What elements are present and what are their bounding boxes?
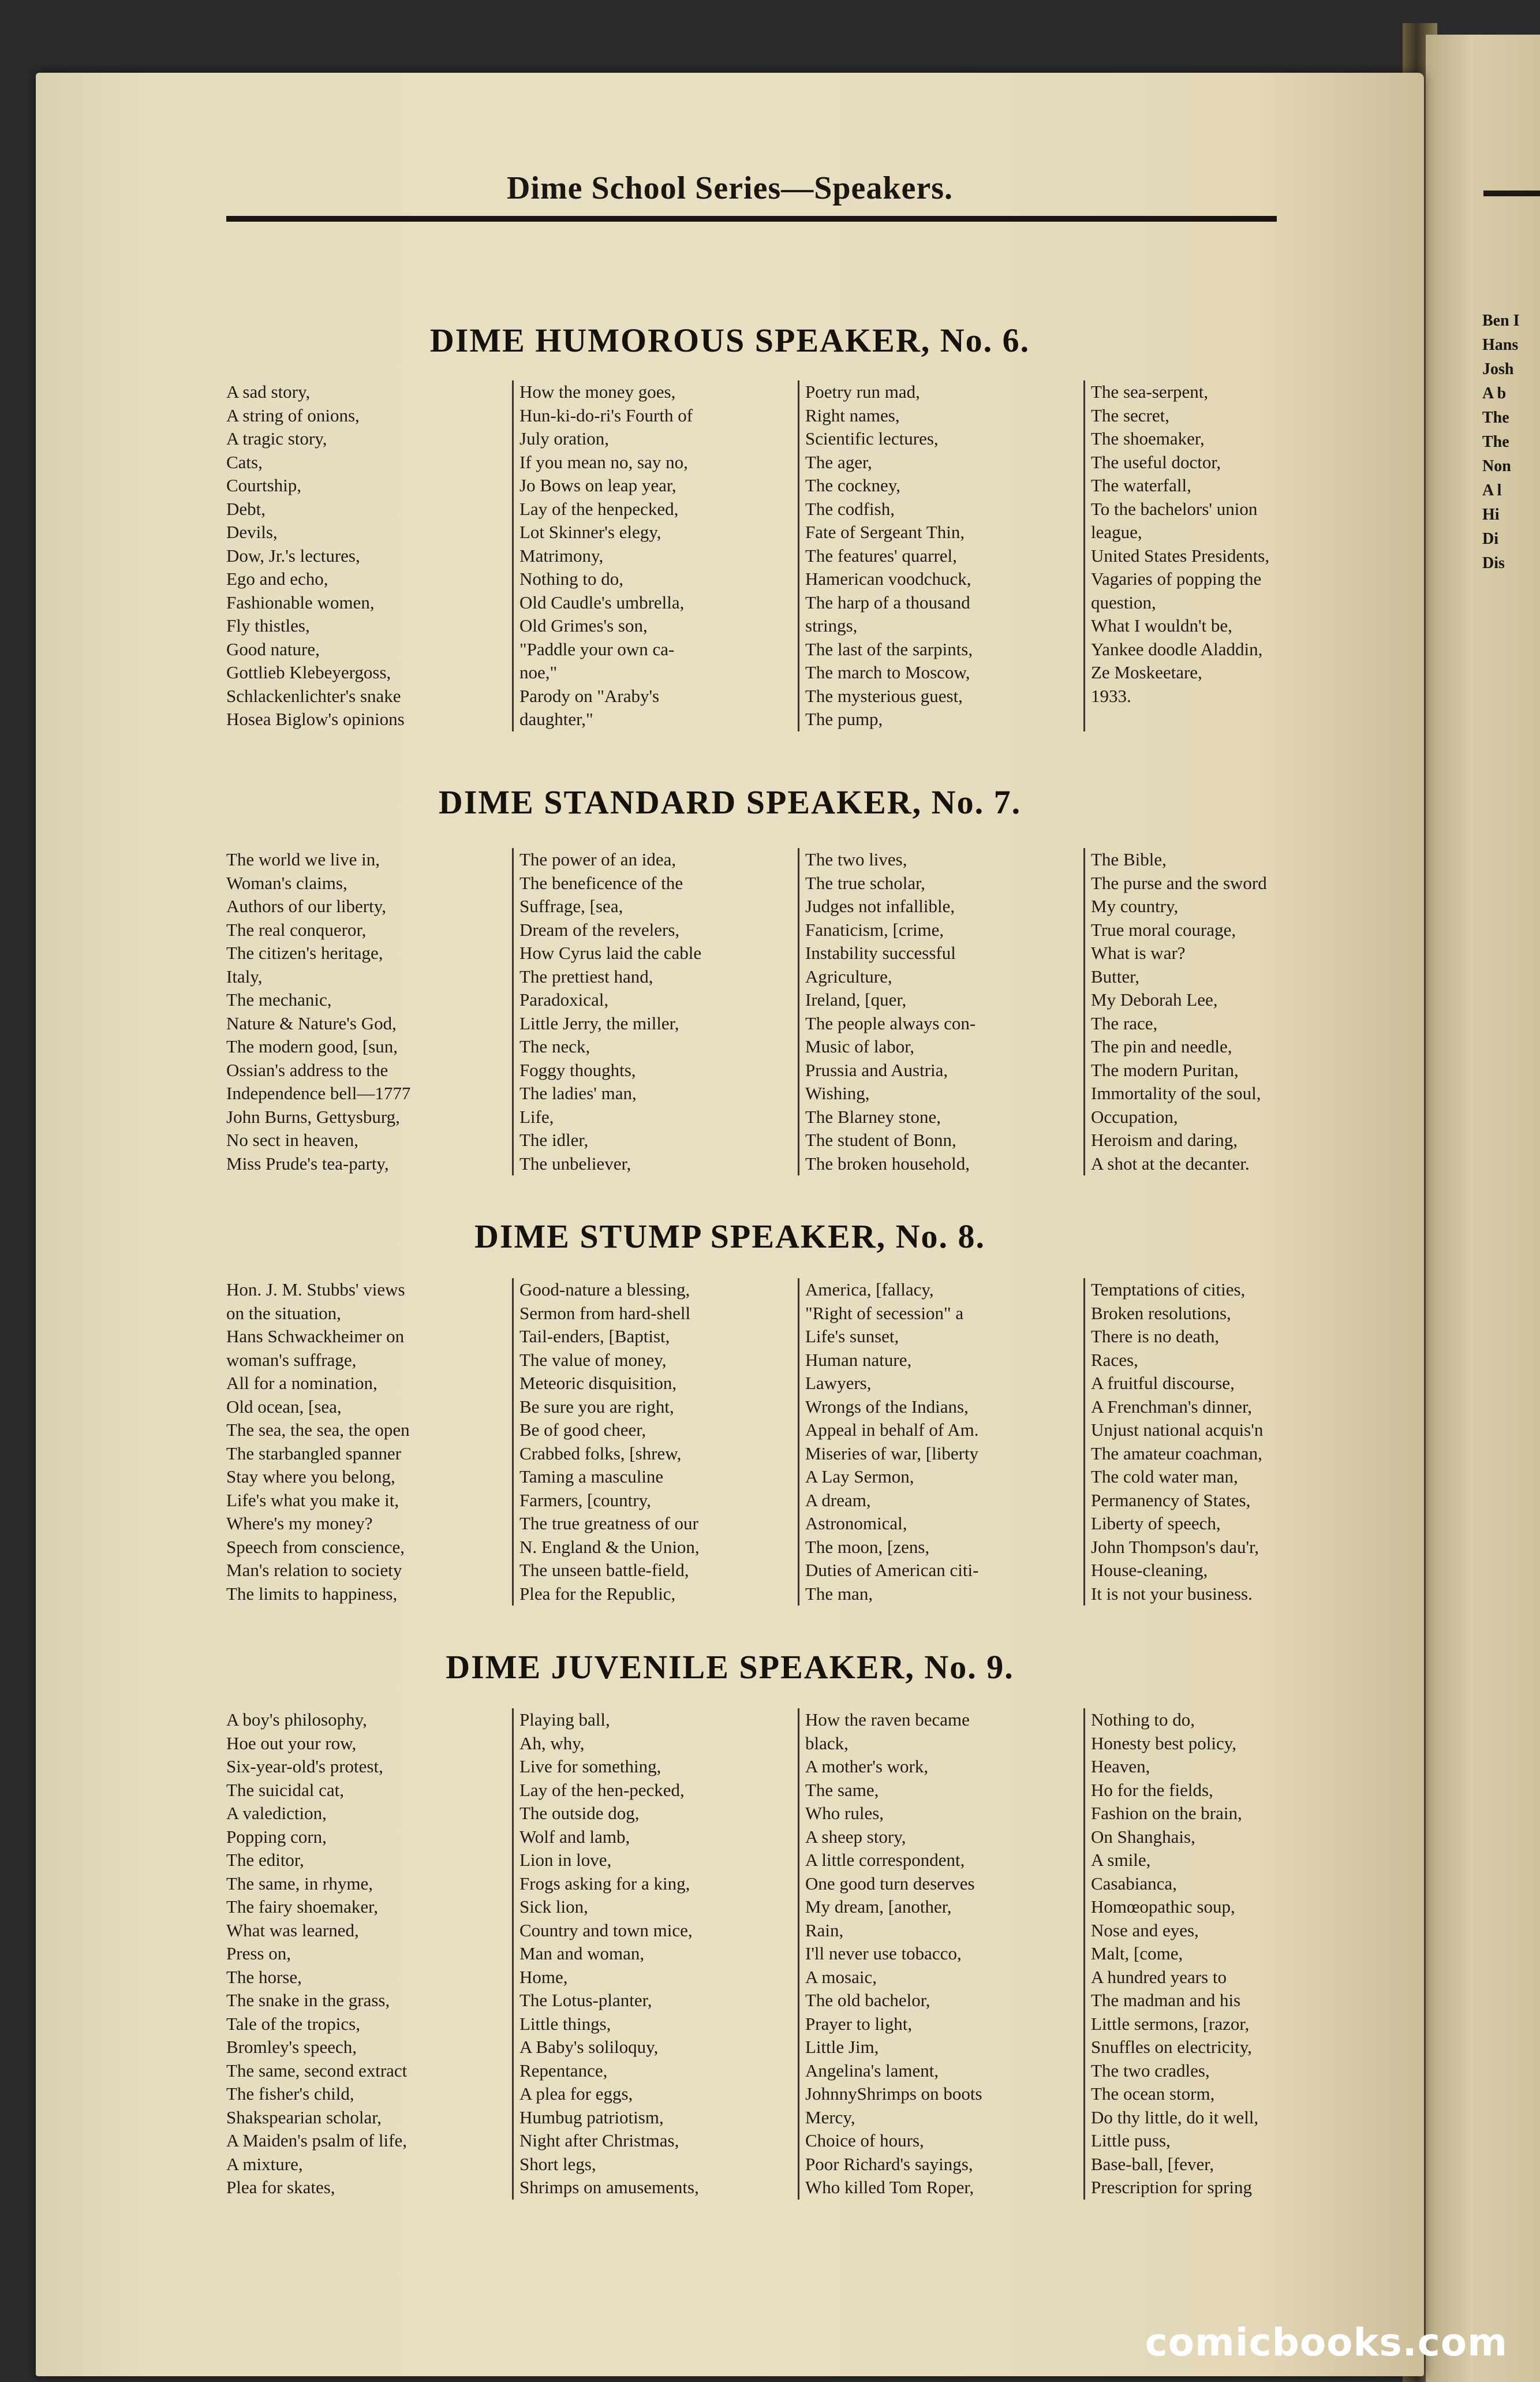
title-list-item: Wolf and lamb, <box>519 1826 630 1847</box>
title-column <box>226 380 512 731</box>
title-list-item: The world we live in, <box>226 849 380 869</box>
title-list-item: Little sermons, [razor, <box>1091 2013 1250 2034</box>
title-column <box>512 380 798 731</box>
title-list-item: Sermon from hard-shell <box>519 1302 691 1323</box>
title-column <box>798 848 1083 1175</box>
title-list-item: Lot Skinner's elegy, <box>519 522 661 542</box>
title-list-item: The value of money, <box>519 1349 667 1370</box>
title-list-item: Nothing to do, <box>519 569 623 589</box>
title-list-item: Paradoxical, <box>519 990 609 1010</box>
title-list-item: Vagaries of popping the <box>1091 569 1262 589</box>
title-column <box>512 1708 798 2200</box>
title-list-item: A dream, <box>805 1489 871 1510</box>
title-list-item: The man, <box>805 1583 873 1604</box>
title-list-item: A mixture, <box>226 2153 303 2174</box>
title-list-item: The Blarney stone, <box>805 1106 941 1127</box>
title-list-item: July oration, <box>519 428 609 449</box>
title-list-item: How the raven became <box>805 1709 970 1730</box>
title-list-item: Foggy thoughts, <box>519 1059 636 1080</box>
title-column <box>1083 1708 1404 2200</box>
title-list-item: The madman and his <box>1091 1990 1241 2010</box>
title-list-item: The unbeliever, <box>519 1153 631 1174</box>
title-list-item: 1933. <box>1091 685 1131 706</box>
title-list-item: strings, <box>805 615 858 636</box>
title-list-item: Heroism and daring, <box>1091 1130 1238 1150</box>
title-list-item: The snake in the grass, <box>226 1990 390 2010</box>
title-list-item: Permanency of States, <box>1091 1489 1251 1510</box>
section-title-juvenile: DIME JUVENILE SPEAKER, No. 9. <box>446 1648 1014 1686</box>
section-title-stump: DIME STUMP SPEAKER, No. 8. <box>474 1218 985 1255</box>
title-list-item: Ah, why, <box>519 1733 585 1753</box>
title-list-item: A Frenchman's dinner, <box>1091 1396 1252 1417</box>
adjacent-page-edge <box>1426 35 1540 2382</box>
title-list-item: Hans Schwackheimer on <box>226 1326 405 1346</box>
title-list-item: The prettiest hand, <box>519 966 653 987</box>
title-list-item: The limits to happiness, <box>226 1583 398 1604</box>
title-list-item: Be sure you are right, <box>519 1396 674 1417</box>
title-column <box>1083 848 1404 1175</box>
title-list-item: Devils, <box>226 522 278 542</box>
title-list-item: Judges not infallible, <box>805 896 955 916</box>
title-list-item: Instability successful <box>805 943 956 963</box>
title-list-item: The Lotus-planter, <box>519 1990 652 2010</box>
title-list-item: The same, <box>805 1779 879 1800</box>
title-list-item: daughter," <box>519 709 593 729</box>
title-list-item: A mother's work, <box>805 1756 929 1776</box>
title-list-item: Malt, [come, <box>1091 1943 1183 1963</box>
title-list-item: Hoe out your row, <box>226 1733 357 1753</box>
title-list-item: A plea for eggs, <box>519 2084 633 2104</box>
title-column <box>798 380 1083 731</box>
title-list-item: The old bachelor, <box>805 1990 930 2010</box>
title-list-item: The outside dog, <box>519 1803 640 1823</box>
catalog-page <box>36 73 1424 2376</box>
title-list-item: Good-nature a blessing, <box>519 1279 690 1300</box>
title-list-item: Six-year-old's protest, <box>226 1756 383 1776</box>
title-list-item: Fashionable women, <box>226 592 375 613</box>
title-list-item: Humbug patriotism, <box>519 2107 664 2127</box>
section-columns-stump <box>226 1278 1404 1606</box>
title-list-item: The horse, <box>226 1966 302 1987</box>
header-rule <box>226 216 1277 222</box>
title-list-item: Butter, <box>1091 966 1139 987</box>
title-list-item: Speech from conscience, <box>226 1536 405 1557</box>
title-list-item: Taming a masculine <box>519 1466 664 1487</box>
title-list-item: Wishing, <box>805 1083 870 1103</box>
title-list-item: Tail-enders, [Baptist, <box>519 1326 670 1346</box>
title-list-item: Shakspearian scholar, <box>226 2107 382 2127</box>
title-list-item: Tale of the tropics, <box>226 2013 360 2034</box>
title-list-item: The suicidal cat, <box>226 1779 344 1800</box>
title-list-item: question, <box>1091 592 1156 613</box>
title-list-item: Little Jerry, the miller, <box>519 1013 679 1033</box>
title-list-item: The people always con- <box>805 1013 976 1033</box>
title-list-item: Home, <box>519 1966 568 1987</box>
title-list-item: Plea for the Republic, <box>519 1583 676 1604</box>
title-list-item: No sect in heaven, <box>226 1130 358 1150</box>
title-list-item: Wrongs of the Indians, <box>805 1396 969 1417</box>
title-list-item: On Shanghais, <box>1091 1826 1195 1847</box>
title-list-item: Meteoric disquisition, <box>519 1373 677 1393</box>
title-list-item: The ocean storm, <box>1091 2084 1215 2104</box>
title-list-item: Base-ball, [fever, <box>1091 2153 1214 2174</box>
title-list-item: The moon, [zens, <box>805 1536 930 1557</box>
title-list-item: Poor Richard's sayings, <box>805 2153 973 2174</box>
title-list-item: Playing ball, <box>519 1709 610 1730</box>
title-list-item: Dream of the revelers, <box>519 919 680 940</box>
title-list-item: Hamerican voodchuck, <box>805 569 971 589</box>
title-list-item: A sad story, <box>226 382 311 402</box>
title-list-item: Little Jim, <box>805 2037 879 2057</box>
title-list-item: Casabianca, <box>1091 1873 1177 1894</box>
title-list-item: What was learned, <box>226 1920 359 1940</box>
title-list-item: Life, <box>519 1106 554 1127</box>
title-list-item: Bromley's speech, <box>226 2037 357 2057</box>
adjacent-page-rule <box>1483 191 1540 196</box>
title-list-item: Scientific lectures, <box>805 428 939 449</box>
title-list-item: Liberty of speech, <box>1091 1513 1221 1533</box>
title-list-item: black, <box>805 1733 849 1753</box>
page-header: Dime School Series—Speakers. <box>506 170 954 206</box>
title-column <box>226 848 512 1175</box>
title-list-item: JohnnyShrimps on boots <box>805 2084 982 2104</box>
title-list-item: Who killed Tom Roper, <box>805 2177 974 2197</box>
title-list-item: Snuffles on electricity, <box>1091 2037 1252 2057</box>
title-list-item: Dow, Jr.'s lectures, <box>226 545 360 566</box>
title-list-item: The useful doctor, <box>1091 451 1221 472</box>
adjacent-page-fragment: Josh <box>1482 360 1514 378</box>
title-list-item: Hun-ki-do-ri's Fourth of <box>519 405 693 425</box>
title-list-item: The mysterious guest, <box>805 685 963 706</box>
title-list-item: The student of Bonn, <box>805 1130 956 1150</box>
title-list-item: Fly thistles, <box>226 615 310 636</box>
title-list-item: Italy, <box>226 966 263 987</box>
title-list-item: House-cleaning, <box>1091 1560 1208 1580</box>
title-list-item: Lion in love, <box>519 1850 612 1870</box>
title-list-item: Mercy, <box>805 2107 855 2127</box>
title-list-item: The true scholar, <box>805 872 925 893</box>
title-list-item: The pin and needle, <box>1091 1036 1232 1056</box>
title-list-item: Where's my money? <box>226 1513 373 1533</box>
title-list-item: Heaven, <box>1091 1756 1150 1776</box>
title-list-item: The fisher's child, <box>226 2084 354 2104</box>
title-list-item: Cats, <box>226 451 263 472</box>
title-list-item: Music of labor, <box>805 1036 915 1056</box>
title-list-item: Man's relation to society <box>226 1560 402 1580</box>
title-list-item: Life's what you make it, <box>226 1489 399 1510</box>
title-list-item: Broken resolutions, <box>1091 1302 1231 1323</box>
title-list-item: Occupation, <box>1091 1106 1178 1127</box>
title-list-item: Ze Moskeetare, <box>1091 662 1202 682</box>
title-list-item: The waterfall, <box>1091 475 1191 495</box>
title-list-item: A shot at the decanter. <box>1091 1153 1250 1174</box>
title-list-item: Appeal in behalf of Am. <box>805 1420 979 1440</box>
title-list-item: Duties of American citi- <box>805 1560 979 1580</box>
title-list-item: A boy's philosophy, <box>226 1709 367 1730</box>
title-list-item: It is not your business. <box>1091 1583 1253 1604</box>
title-list-item: A little correspondent, <box>805 1850 965 1870</box>
title-list-item: Popping corn, <box>226 1826 327 1847</box>
title-list-item: Miss Prude's tea-party, <box>226 1153 389 1174</box>
title-list-item: The same, in rhyme, <box>226 1873 373 1894</box>
title-list-item: Fate of Sergeant Thin, <box>805 522 965 542</box>
title-list-item: Nothing to do, <box>1091 1709 1195 1730</box>
title-list-item: Races, <box>1091 1349 1138 1370</box>
title-list-item: Ireland, [quer, <box>805 990 907 1010</box>
section-columns-standard <box>226 848 1404 1175</box>
title-list-item: Angelina's lament, <box>805 2060 939 2081</box>
title-list-item: How the money goes, <box>519 382 676 402</box>
title-list-item: John Burns, Gettysburg, <box>226 1106 400 1127</box>
title-list-item: Live for something, <box>519 1756 661 1776</box>
title-list-item: All for a nomination, <box>226 1373 377 1393</box>
title-list-item: True moral courage, <box>1091 919 1236 940</box>
title-list-item: Repentance, <box>519 2060 608 2081</box>
title-list-item: Fashion on the brain, <box>1091 1803 1242 1823</box>
title-column <box>798 1708 1083 2200</box>
title-list-item: Yankee doodle Aladdin, <box>1091 639 1263 659</box>
title-list-item: woman's suffrage, <box>226 1349 357 1370</box>
title-list-item: The two lives, <box>805 849 907 869</box>
title-list-item: Little puss, <box>1091 2130 1171 2150</box>
title-list-item: The power of an idea, <box>519 849 676 869</box>
title-list-item: Unjust national acquis'n <box>1091 1420 1264 1440</box>
title-list-item: The sea, the sea, the open <box>226 1420 410 1440</box>
title-list-item: How Cyrus laid the cable <box>519 943 702 963</box>
title-list-item: Crabbed folks, [shrew, <box>519 1443 682 1463</box>
title-list-item: Nose and eyes, <box>1091 1920 1199 1940</box>
adjacent-page-fragment: The <box>1482 433 1509 451</box>
adjacent-page-fragment: A b <box>1482 384 1507 402</box>
title-list-item: What I wouldn't be, <box>1091 615 1232 636</box>
section-title-standard: DIME STANDARD SPEAKER, No. 7. <box>438 783 1022 821</box>
section-columns-humorous <box>226 380 1404 731</box>
title-list-item: The amateur coachman, <box>1091 1443 1262 1463</box>
title-list-item: Old ocean, [sea, <box>226 1396 342 1417</box>
title-column <box>512 1278 798 1606</box>
title-list-item: Life's sunset, <box>805 1326 899 1346</box>
title-list-item: Old Grimes's son, <box>519 615 648 636</box>
title-list-item: Matrimony, <box>519 545 604 566</box>
title-column <box>226 1708 512 2200</box>
title-list-item: The modern Puritan, <box>1091 1059 1239 1080</box>
title-list-item: The features' quarrel, <box>805 545 957 566</box>
title-list-item: A hundred years to <box>1091 1966 1227 1987</box>
section-columns-juvenile <box>226 1708 1404 2200</box>
title-list-item: The neck, <box>519 1036 590 1056</box>
title-list-item: Fanaticism, [crime, <box>805 919 944 940</box>
title-list-item: My country, <box>1091 896 1179 916</box>
title-list-item: The codfish, <box>805 498 895 519</box>
title-list-item: Temptations of cities, <box>1091 1279 1246 1300</box>
title-list-item: Lay of the henpecked, <box>519 498 679 519</box>
adjacent-page-fragment: Ben I <box>1482 312 1520 330</box>
title-list-item: I'll never use tobacco, <box>805 1943 962 1963</box>
title-list-item: Woman's claims, <box>226 872 347 893</box>
title-list-item: Authors of our liberty, <box>226 896 386 916</box>
title-list-item: Independence bell—1777 <box>226 1083 411 1103</box>
title-list-item: My dream, [another, <box>805 1896 952 1917</box>
title-list-item: Astronomical, <box>805 1513 907 1533</box>
title-list-item: Gottlieb Klebeyergoss, <box>226 662 391 682</box>
title-list-item: The mechanic, <box>226 990 332 1010</box>
title-list-item: Stay where you belong, <box>226 1466 395 1487</box>
title-column <box>1083 380 1404 731</box>
title-list-item: My Deborah Lee, <box>1091 990 1218 1010</box>
title-list-item: Plea for skates, <box>226 2177 335 2197</box>
title-list-item: Country and town mice, <box>519 1920 693 1940</box>
title-list-item: The editor, <box>226 1850 304 1870</box>
title-list-item: Who rules, <box>805 1803 884 1823</box>
title-list-item: The real conqueror, <box>226 919 367 940</box>
title-list-item: What is war? <box>1091 943 1186 963</box>
title-list-item: The same, second extract <box>226 2060 408 2081</box>
title-list-item: Immortality of the soul, <box>1091 1083 1261 1103</box>
title-list-item: A Maiden's psalm of life, <box>226 2130 407 2150</box>
title-list-item: Suffrage, [sea, <box>519 896 623 916</box>
title-list-item: The purse and the sword <box>1091 872 1267 893</box>
adjacent-page-fragment: Di <box>1482 530 1498 548</box>
adjacent-page-fragment: The <box>1482 409 1509 427</box>
title-list-item: Hosea Biglow's opinions <box>226 709 405 729</box>
title-list-item: Little things, <box>519 2013 611 2034</box>
title-list-item: A sheep story, <box>805 1826 906 1847</box>
title-list-item: If you mean no, say no, <box>519 451 688 472</box>
title-list-item: Human nature, <box>805 1349 912 1370</box>
title-list-item: A Lay Sermon, <box>805 1466 914 1487</box>
title-list-item: The pump, <box>805 709 883 729</box>
title-list-item: A Baby's soliloquy, <box>519 2037 659 2057</box>
title-list-item: Farmers, [country, <box>519 1489 651 1510</box>
title-list-item: A fruitful discourse, <box>1091 1373 1235 1393</box>
title-list-item: The citizen's heritage, <box>226 943 383 963</box>
adjacent-page-fragment: Hans <box>1482 336 1519 354</box>
title-list-item: Ho for the fields, <box>1091 1779 1213 1800</box>
title-list-item: Old Caudle's umbrella, <box>519 592 685 613</box>
title-list-item: The race, <box>1091 1013 1158 1033</box>
title-list-item: Hon. J. M. Stubbs' views <box>226 1279 405 1300</box>
title-list-item: To the bachelors' union <box>1091 498 1258 519</box>
title-list-item: The unseen battle-field, <box>519 1560 689 1580</box>
title-list-item: Miseries of war, [liberty <box>805 1443 979 1463</box>
title-list-item: Press on, <box>226 1943 291 1963</box>
adjacent-page-fragment: Non <box>1482 457 1511 475</box>
title-list-item: A valediction, <box>226 1803 327 1823</box>
title-list-item: Night after Christmas, <box>519 2130 679 2150</box>
watermark-text: comicbooks.com <box>1145 2320 1508 2365</box>
title-column <box>1083 1278 1404 1606</box>
title-list-item: The beneficence of the <box>519 872 683 893</box>
title-list-item: Jo Bows on leap year, <box>519 475 676 495</box>
title-list-item: There is no death, <box>1091 1326 1220 1346</box>
title-list-item: Parody on "Araby's <box>519 685 660 706</box>
title-list-item: Frogs asking for a king, <box>519 1873 690 1894</box>
title-list-item: Rain, <box>805 1920 844 1940</box>
title-list-item: Debt, <box>226 498 266 519</box>
title-list-item: Shrimps on amusements, <box>519 2177 699 2197</box>
title-list-item: The ager, <box>805 451 872 472</box>
title-list-item: One good turn deserves <box>805 1873 975 1894</box>
title-list-item: The shoemaker, <box>1091 428 1205 449</box>
title-list-item: Do thy little, do it well, <box>1091 2107 1259 2127</box>
title-list-item: Lawyers, <box>805 1373 872 1393</box>
title-list-item: The last of the sarpints, <box>805 639 973 659</box>
title-list-item: Ossian's address to the <box>226 1059 388 1080</box>
title-list-item: Right names, <box>805 405 900 425</box>
title-list-item: A mosaic, <box>805 1966 877 1987</box>
title-list-item: The secret, <box>1091 405 1169 425</box>
title-list-item: The Bible, <box>1091 849 1167 869</box>
title-list-item: Agriculture, <box>805 966 892 987</box>
title-list-item: Courtship, <box>226 475 302 495</box>
adjacent-page-fragment: Dis <box>1482 554 1505 572</box>
title-list-item: Man and woman, <box>519 1943 645 1963</box>
title-list-item: Prussia and Austria, <box>805 1059 948 1080</box>
title-column <box>512 848 798 1175</box>
title-list-item: Ego and echo, <box>226 569 328 589</box>
adjacent-page-fragment: A l <box>1482 481 1502 499</box>
title-list-item: league, <box>1091 522 1142 542</box>
title-column <box>226 1278 512 1606</box>
title-list-item: Nature & Nature's God, <box>226 1013 397 1033</box>
title-list-item: The starbangled spanner <box>226 1443 401 1463</box>
title-list-item: The broken household, <box>805 1153 970 1174</box>
title-list-item: The fairy shoemaker, <box>226 1896 379 1917</box>
title-list-item: The cold water man, <box>1091 1466 1238 1487</box>
title-list-item: The march to Moscow, <box>805 662 970 682</box>
title-list-item: The two cradles, <box>1091 2060 1210 2081</box>
title-list-item: The idler, <box>519 1130 589 1150</box>
title-list-item: Short legs, <box>519 2153 596 2174</box>
title-list-item: The ladies' man, <box>519 1083 637 1103</box>
title-list-item: Schlackenlichter's snake <box>226 685 401 706</box>
title-list-item: Lay of the hen-pecked, <box>519 1779 685 1800</box>
title-list-item: The cockney, <box>805 475 900 495</box>
title-list-item: The true greatness of our <box>519 1513 698 1533</box>
section-title-humorous: DIME HUMOROUS SPEAKER, No. 6. <box>429 322 1030 359</box>
title-list-item: A tragic story, <box>226 428 327 449</box>
title-list-item: Choice of hours, <box>805 2130 924 2150</box>
title-list-item: Prescription for spring <box>1091 2177 1252 2197</box>
title-list-item: Prayer to light, <box>805 2013 913 2034</box>
title-list-item: "Right of secession" a <box>805 1302 964 1323</box>
title-list-item: The sea-serpent, <box>1091 382 1209 402</box>
title-list-item: noe," <box>519 662 558 682</box>
title-list-item: Be of good cheer, <box>519 1420 646 1440</box>
adjacent-page-fragment: Hi <box>1482 506 1500 524</box>
title-list-item: A string of onions, <box>226 405 360 425</box>
title-list-item: John Thompson's dau'r, <box>1091 1536 1259 1557</box>
title-list-item: America, [fallacy, <box>805 1279 934 1300</box>
title-list-item: "Paddle your own ca- <box>519 639 675 659</box>
title-list-item: Honesty best policy, <box>1091 1733 1236 1753</box>
title-list-item: Sick lion, <box>519 1896 588 1917</box>
title-list-item: on the situation, <box>226 1302 341 1323</box>
title-list-item: N. England & the Union, <box>519 1536 700 1557</box>
title-list-item: A smile, <box>1091 1850 1151 1870</box>
title-list-item: The harp of a thousand <box>805 592 970 613</box>
title-list-item: Good nature, <box>226 639 320 659</box>
title-column <box>798 1278 1083 1606</box>
title-list-item: Homœopathic soup, <box>1091 1896 1235 1917</box>
title-list-item: United States Presidents, <box>1091 545 1270 566</box>
title-list-item: The modern good, [sun, <box>226 1036 398 1056</box>
title-list-item: Poetry run mad, <box>805 382 920 402</box>
